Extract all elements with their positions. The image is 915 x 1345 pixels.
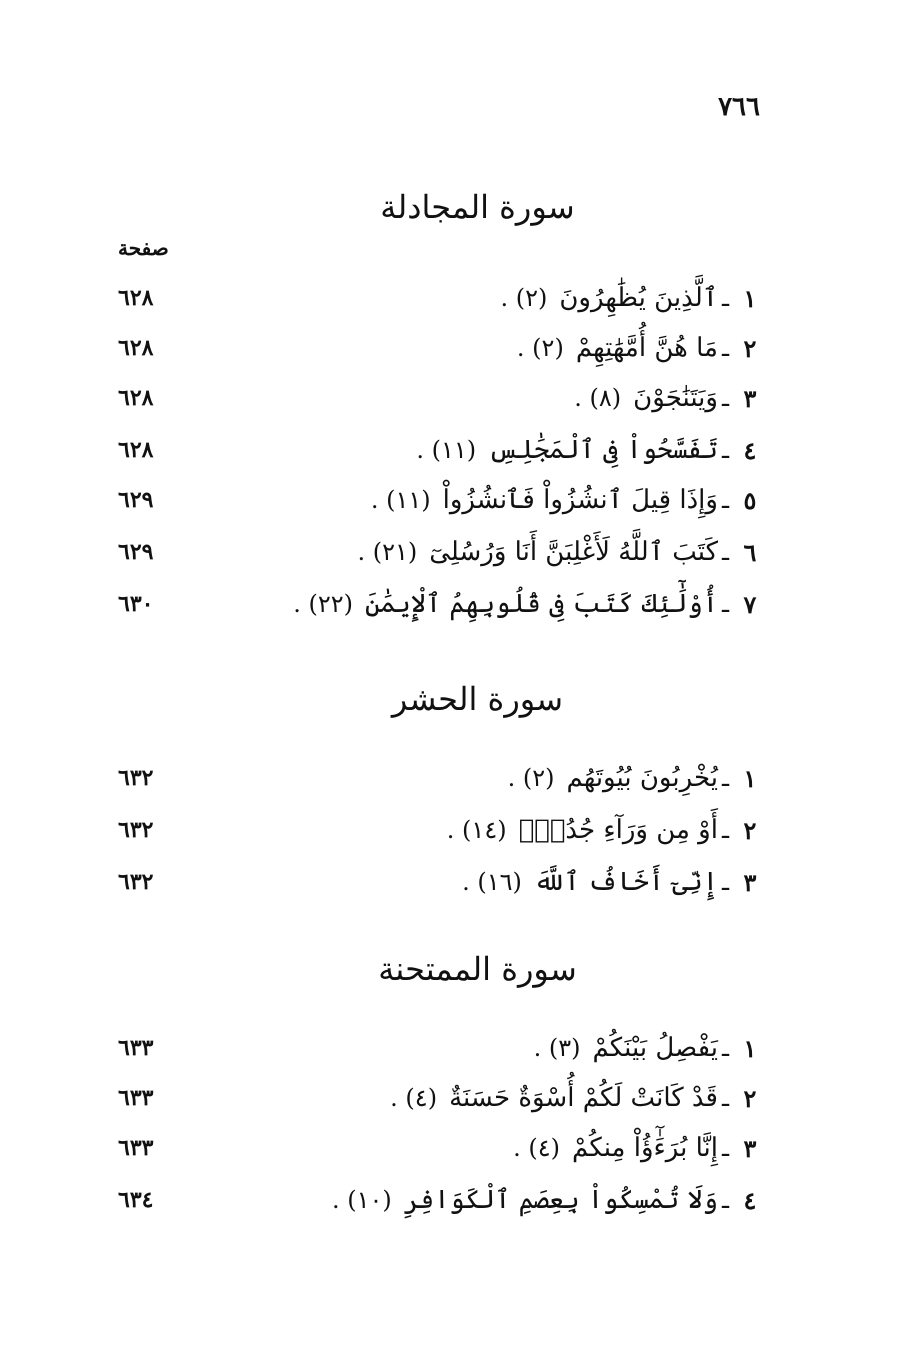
entry-page: ٦٣٣ — [118, 1035, 154, 1061]
index-entry — [110, 276, 765, 320]
entry-verse: وَإِذَا قِيلَ ٱنشُزُواْ فَٱنشُزُواْ — [442, 485, 718, 515]
entry-verse-ref: (٢) . — [516, 334, 564, 362]
entry-verse-ref: (١٠) . — [331, 1186, 392, 1214]
entry-verse-ref: (٤) . — [390, 1084, 438, 1112]
entry-dash: ـ — [721, 1186, 729, 1214]
index-entry — [110, 428, 765, 472]
entry-verse-ref: (٤) . — [513, 1134, 561, 1162]
entry-number: ٧ — [743, 589, 757, 619]
entry-dash: ـ — [721, 816, 729, 844]
entry-verse: قَدْ كَانَتْ لَكُمْ أُسْوَةٌ حَسَنَةٌ — [449, 1083, 718, 1113]
index-entry — [110, 376, 765, 420]
entry-page: ٦٣٢ — [118, 817, 154, 843]
entry-page: ٦٢٩ — [118, 539, 154, 565]
entry-number: ٥ — [743, 485, 757, 515]
entry-dash: ـ — [721, 764, 729, 792]
index-entry — [110, 860, 765, 904]
entry-page: ٦٣٠ — [118, 591, 154, 617]
entry-dash: ـ — [721, 590, 729, 618]
entry-page: ٦٢٩ — [118, 487, 154, 513]
index-entry — [110, 1178, 765, 1222]
entry-page: ٦٣٣ — [118, 1135, 154, 1161]
index-entry — [110, 1026, 765, 1070]
entry-dash: ـ — [721, 1134, 729, 1162]
entry-dash: ـ — [721, 1034, 729, 1062]
index-entry — [110, 326, 765, 370]
index-entry — [110, 756, 765, 800]
entry-number: ٣ — [743, 383, 757, 413]
surah-title: سورة الممتحنة — [378, 950, 577, 988]
entry-verse-ref: (١٦) . — [462, 868, 522, 896]
entry-verse: إِنِّىٓ أَخَافُ ٱللَّهَ — [533, 867, 718, 897]
index-entry — [110, 1126, 765, 1170]
entry-verse-ref: (٢١) . — [357, 538, 418, 566]
page-number: ٧٦٦ — [718, 92, 760, 122]
entry-number: ٢ — [743, 815, 757, 845]
entry-page: ٦٢٨ — [118, 385, 154, 411]
entry-verse: وَلَا تُمْسِكُواْ بِعِصَمِ ٱلْكَوَافِرِ — [403, 1185, 718, 1215]
entry-verse-ref: (١١) . — [416, 436, 477, 464]
entry-page: ٦٣٤ — [118, 1187, 154, 1213]
entry-verse: أُوْلَٰٓئِكَ كَتَبَ فِى قُلُوبِهِمُ ٱلْإِيمَٰنَ — [364, 589, 718, 619]
entry-verse: أَوْ مِن وَرَآءِ جُدُرٍۭ — [518, 815, 718, 845]
entry-page: ٦٣٣ — [118, 1085, 154, 1111]
entry-dash: ـ — [721, 1084, 729, 1112]
entry-number: ٣ — [743, 867, 757, 897]
entry-verse-ref: (١١) . — [370, 486, 431, 514]
entry-verse-ref: (٢) . — [507, 764, 555, 792]
entry-number: ٢ — [743, 1083, 757, 1113]
page-column-label: صفحة — [118, 236, 169, 260]
entry-page: ٦٣٢ — [118, 869, 154, 895]
entry-verse: وَيَتَنَٰجَوْنَ — [633, 383, 718, 413]
entry-verse: إِنَّا بُرَءَٰٓؤُاْ مِنكُمْ — [572, 1133, 718, 1163]
entry-number: ١ — [743, 763, 757, 793]
entry-page: ٦٢٨ — [118, 437, 154, 463]
entry-verse-ref: (٨) . — [574, 384, 622, 412]
entry-verse-ref: (٢) . — [500, 284, 548, 312]
entry-verse: ٱلَّذِينَ يُظَٰهِرُونَ — [559, 283, 718, 313]
entry-verse-ref: (١٤) . — [446, 816, 507, 844]
index-entry — [110, 478, 765, 522]
entry-number: ١ — [743, 1033, 757, 1063]
surah-title: سورة المجادلة — [380, 188, 575, 226]
entry-number: ١ — [743, 283, 757, 313]
entry-verse: مَا هُنَّ أُمَّهَٰتِهِمْ — [575, 333, 718, 363]
entry-verse-ref: (٣) . — [533, 1034, 581, 1062]
entry-dash: ـ — [721, 284, 729, 312]
entry-verse: يَفْصِلُ بَيْنَكُمْ — [592, 1033, 718, 1063]
entry-dash: ـ — [721, 384, 729, 412]
index-entry — [110, 1076, 765, 1120]
entry-dash: ـ — [721, 486, 729, 514]
entry-page: ٦٢٨ — [118, 285, 154, 311]
entry-page: ٦٢٨ — [118, 335, 154, 361]
entry-number: ٦ — [743, 537, 757, 567]
entry-page: ٦٣٢ — [118, 765, 154, 791]
index-entry — [110, 582, 765, 626]
entry-verse: تَفَسَّحُواْ فِى ٱلْمَجَٰلِسِ — [488, 435, 718, 465]
entry-dash: ـ — [721, 868, 729, 896]
entry-verse: كَتَبَ ٱللَّهُ لَأَغْلِبَنَّ أَنَا وَرُسُلِىٓ — [429, 537, 718, 567]
entry-verse-ref: (٢٢) . — [293, 590, 353, 618]
entry-dash: ـ — [721, 436, 729, 464]
entry-number: ٣ — [743, 1133, 757, 1163]
entry-verse: يُخْرِبُونَ بُيُوتَهُم — [566, 763, 718, 793]
index-entry — [110, 530, 765, 574]
entry-number: ٢ — [743, 333, 757, 363]
entry-number: ٤ — [743, 435, 757, 465]
surah-title: سورة الحشر — [391, 680, 564, 718]
entry-dash: ـ — [721, 334, 729, 362]
index-entry — [110, 808, 765, 852]
entry-dash: ـ — [721, 538, 729, 566]
entry-number: ٤ — [743, 1185, 757, 1215]
